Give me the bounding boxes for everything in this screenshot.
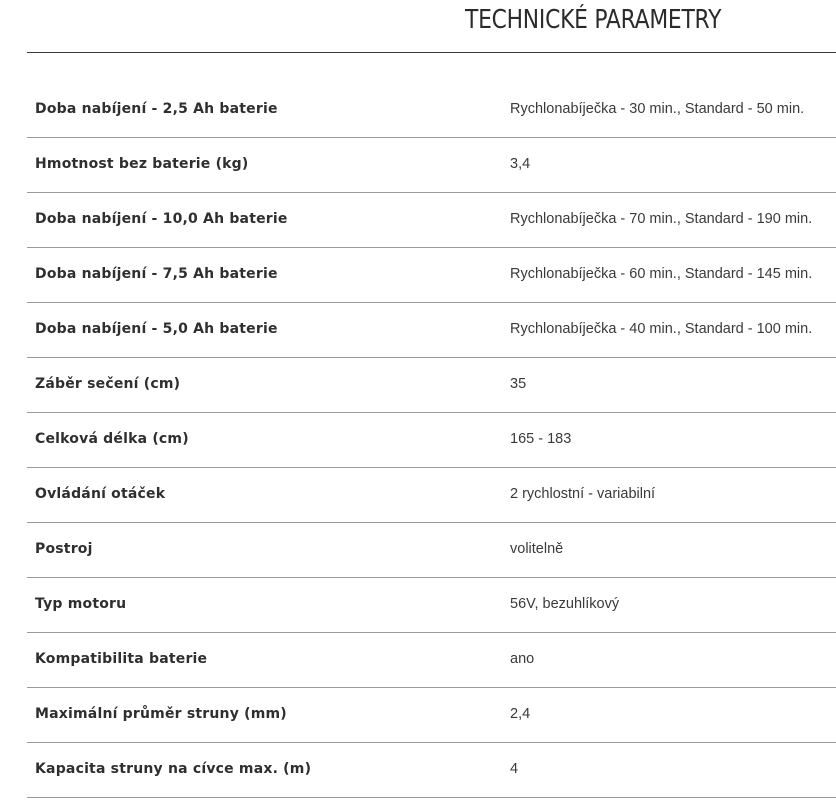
table-row <box>27 468 836 523</box>
spec-label: Kapacita struny na cívce max. (m) <box>35 761 312 777</box>
table-row <box>27 633 836 688</box>
table-row <box>27 578 836 633</box>
spec-label: Hmotnost bez baterie (kg) <box>35 156 249 172</box>
table-row <box>27 83 836 138</box>
table-row <box>27 248 836 303</box>
section-header <box>27 0 836 53</box>
spec-label: Ovládání otáček <box>35 486 166 502</box>
spec-value: 2,4 <box>510 706 531 722</box>
spec-value: 165 - 183 <box>510 431 572 447</box>
table-row <box>27 138 836 193</box>
spec-label: Celková délka (cm) <box>35 431 189 447</box>
spec-label: Doba nabíjení - 7,5 Ah baterie <box>35 266 278 282</box>
spec-value: Rychlonabíječka - 70 min., Standard - 190 min. <box>510 211 813 227</box>
spec-value: Rychlonabíječka - 60 min., Standard - 145 min. <box>510 266 813 282</box>
spec-label: Postroj <box>35 541 93 557</box>
table-row <box>27 413 836 468</box>
table-row <box>27 523 836 578</box>
spec-label: Typ motoru <box>35 596 127 612</box>
spec-label: Kompatibilita baterie <box>35 651 208 667</box>
spec-value: 35 <box>510 376 527 392</box>
spec-label: Záběr sečení (cm) <box>35 376 181 392</box>
spec-value: volitelně <box>510 541 564 557</box>
page-title: TECHNICKÉ PARAMETRY <box>465 5 722 35</box>
spec-label: Maximální průměr struny (mm) <box>35 706 287 722</box>
spec-value: 56V, bezuhlíkový <box>510 596 620 612</box>
table-row <box>27 193 836 248</box>
spec-label: Doba nabíjení - 5,0 Ah baterie <box>35 321 278 337</box>
spec-value: Rychlonabíječka - 30 min., Standard - 50 min. <box>510 101 805 117</box>
spec-value: 4 <box>510 761 519 777</box>
spec-value: 2 rychlostní - variabilní <box>510 486 656 502</box>
spec-table <box>27 83 836 798</box>
spec-label: Doba nabíjení - 2,5 Ah baterie <box>35 101 278 117</box>
table-row <box>27 688 836 743</box>
table-row <box>27 743 836 798</box>
table-row <box>27 358 836 413</box>
spec-value: Rychlonabíječka - 40 min., Standard - 100 min. <box>510 321 813 337</box>
spec-label: Doba nabíjení - 10,0 Ah baterie <box>35 211 288 227</box>
spec-value: ano <box>510 651 535 667</box>
spec-value: 3,4 <box>510 156 531 172</box>
table-row <box>27 303 836 358</box>
